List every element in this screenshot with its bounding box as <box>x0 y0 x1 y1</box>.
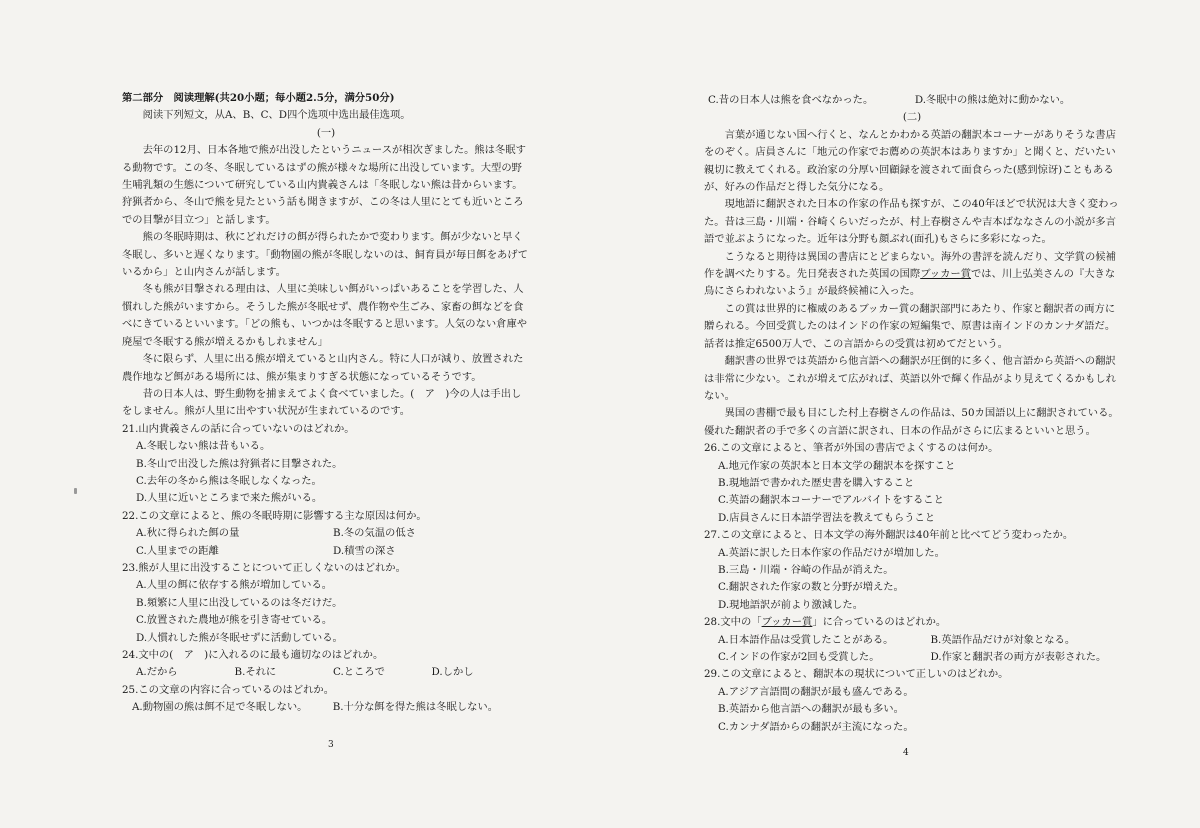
question-28 <box>704 614 1120 631</box>
option: D.現地語訳が前より激減した。 <box>718 598 864 611</box>
option: D.作家と翻訳者の両方が表彰された。 <box>930 651 1107 663</box>
passage-number: (一) <box>316 126 336 139</box>
option: C.カンナダ語からの翻訳が主流になった。 <box>718 720 914 733</box>
page-number: 3 <box>328 740 334 750</box>
option: C.ところで <box>333 666 385 679</box>
option: B.英語作品だけが対象となる。 <box>930 633 1076 646</box>
option: C.インドの作家が2回も受賞した。 <box>718 651 880 663</box>
paragraph: こうなると期待は異国の書店にとどまらない。海外の書評を読んだり、文学賞の候補作を調べたりする。先日発表された英国の国際ブッカー賞では、川上弘美さんの『大きな鳥にさらわれないよう』が最終候補に入った。 <box>704 250 1116 298</box>
paragraph: 去年の12月、日本各地で熊が出没したというニュースが相次ぎました。熊は冬眠する動物です。この冬、冬眠しているはずの熊が様々な場所に出没しています。大型の野生哺乳類の生態について研究している山内貴義さんは「冬眠しない熊は昔からいます。狩猟者から、冬山で熊を見たという話も聞きますが、この冬は人里にとても近いところでの目撃が目立つ」と話します。 <box>122 144 526 226</box>
question-26: 26.この文章によると、筆者が外国の書店でよくするのは何か。 <box>704 442 999 455</box>
question-21: 21.山内貴義さんの話に合っていないのはどれか。 <box>122 422 355 435</box>
right-column <box>704 92 1120 736</box>
question-25: 25.この文章の内容に合っているのはどれか。 <box>122 683 335 696</box>
option: B.現地語で書かれた歴史書を購入すること <box>718 476 915 489</box>
option: B.冬の気温の低さ <box>333 527 416 540</box>
option-row <box>122 699 530 716</box>
paragraph: 言葉が通じない国へ行くと、なんとかわかる英語の翻訳本コーナーがありそうな書店をのぞく。店員さんに「地元の作家でお薦めの英訳本はありますか」と聞くと、だいたい親切に教えてくれる。政治家の分厚い回顧録を渡されて面食らった(感到惊讶)こともあるが、好みの作品だと得した気分になる。 <box>704 128 1116 194</box>
option: A.冬眠しない熊は昔もいる。 <box>136 440 271 453</box>
option: B.三島・川端・谷崎の作品が消えた。 <box>718 563 894 576</box>
paragraph: 昔の日本人は、野生動物を捕まえてよく食べていました。( ア )今の人は手出しをしません。熊が人里に出やすい状況が生まれているのです。 <box>122 387 522 418</box>
paragraph: 翻訳書の世界では英語から他言語への翻訳が圧倒的に多く、他言語から英語への翻訳は非常に少ない。これが増えて広がれば、英語以外で輝く作品がより見えてくるかもしれない。 <box>704 355 1116 402</box>
option: D.積雪の深さ <box>333 544 396 557</box>
option: C.翻訳された作家の数と分野が増えた。 <box>718 581 904 594</box>
paragraph: 異国の書棚で最も目にした村上春樹さんの作品は、50カ国語以上に翻訳されている。優れた翻訳者の手で多くの言語に訳され、日本の作品がさらに広まるといいと思う。 <box>704 407 1119 437</box>
instruction: 阅读下列短文，从A、B、C、D四个选项中选出最佳选项。 <box>142 109 411 122</box>
scan-speck <box>74 488 77 494</box>
question-text: 」に合っているのはどれか。 <box>812 616 947 629</box>
option: B.冬山で出没した熊は狩猟者に目撃された。 <box>136 457 343 470</box>
option: D.店員さんに日本語学習法を教えてもらうこと <box>718 511 936 524</box>
option-row <box>122 525 530 542</box>
option: A.だから <box>136 666 178 679</box>
option: A.秋に得られた餌の量 <box>136 527 240 540</box>
option: C.英語の翻訳本コーナーでアルバイトをすること <box>718 494 944 507</box>
paragraph: 冬に限らず、人里に出る熊が増えていると山内さん。特に人口が減り、放置された農作地など餌がある場所には、熊が集まりすぎる状態になっているそうです。 <box>122 353 524 383</box>
paragraph: この賞は世界的に権威のあるブッカー賞の翻訳部門にあたり、作家と翻訳者の両方に贈られる。今回受賞したのはインドの作家の短編集で、原書は南インドのカンナダ語だ。話者は推定6500万人で、この言語からの受賞は初めてだという。 <box>704 302 1116 350</box>
question-22: 22.この文章によると、熊の冬眠時期に影響する主な原因は何か。 <box>122 509 427 522</box>
option: C.去年の冬から熊は冬眠しなくなった。 <box>136 474 322 487</box>
option: D.人慣れした熊が冬眠せずに活動している。 <box>136 631 343 644</box>
passage-number: (二) <box>902 111 922 124</box>
page-number: 4 <box>903 748 909 758</box>
question-27: 27.この文章によると、日本文学の海外翻訳は40年前と比べてどう変わったか。 <box>704 529 1074 542</box>
option-row <box>704 649 1120 666</box>
option: B.英語から他言語への翻訳が最も多い。 <box>718 703 904 716</box>
question-23: 23.熊が人里に出没することについて正しくないのはどれか。 <box>122 561 406 574</box>
option: A.英語に訳した日本作家の作品だけが増加した。 <box>718 546 945 559</box>
option-row <box>122 664 530 681</box>
left-column <box>122 90 530 717</box>
option: C.人里までの距離 <box>136 544 219 557</box>
option: C.放置された農地が熊を引き寄せている。 <box>136 614 333 627</box>
question-text: 28.文中の「 <box>704 616 762 629</box>
option: D.冬眠中の熊は絶対に動かない。 <box>914 94 1071 106</box>
option-row <box>704 92 1120 109</box>
option: A.動物園の熊は餌不足で冬眠しない。 <box>132 701 308 714</box>
question-24: 24.文中の( ア )に入れるのに最も適切なのはどれか。 <box>122 649 384 661</box>
option: B.それに <box>234 666 277 679</box>
option: D.人里に近いところまで来た熊がいる。 <box>136 492 323 505</box>
question-29: 29.この文章によると、翻訳本の現状について正しいのはどれか。 <box>704 668 1009 681</box>
underlined-term: ブッカー賞 <box>761 616 813 629</box>
option: B.十分な餌を得た熊は冬眠しない。 <box>332 701 498 714</box>
paragraph: 冬も熊が目撃される理由は、人里に美味しい餌がいっぱいあることを学習した、人慣れした熊がいますから。そうした熊が冬眠せず、農作物や生ごみ、家畜の餌などを食べにきているといいます。「どの熊も、いつかは冬眠すると思います。人気のない倉庫や廃屋で冬眠する熊が増えるかもしれません」 <box>122 283 528 348</box>
option: A.アジア言語間の翻訳が最も盛んである。 <box>718 685 914 698</box>
underlined-term: ブッカー賞 <box>920 268 971 281</box>
option: A.人里の餌に依存する熊が増加している。 <box>136 579 333 592</box>
paragraph: 現地語に翻訳された日本の作家の作品も探すが、この40年ほどで状況は大きく変わった。昔は三島・川端・谷崎くらいだったが、村上春樹さんや吉本ばななさんの小説が多言語で並ぶようになった。近年は分野も顔ぶれ(面孔)もさらに多彩になった。 <box>704 198 1119 246</box>
option: A.地元作家の英訳本と日本文学の翻訳本を探すこと <box>718 459 956 472</box>
paragraph: 熊の冬眠時期は、秋にどれだけの餌が得られたかで変わります。餌が少ないと早く冬眠し、多いと遅くなります。「動物園の熊が冬眠しないのは、飼育員が毎日餌をあげているから」と山内さんが話します。 <box>122 231 528 279</box>
section-title: 第二部分 阅读理解(共20小题；每小题2.5分，满分50分) <box>122 92 395 104</box>
option: B.頻繁に人里に出没しているのは冬だけだ。 <box>136 596 343 609</box>
option-row <box>704 632 1120 649</box>
option: A.日本語作品は受賞したことがある。 <box>718 633 894 646</box>
option: C.昔の日本人は熊を食べなかった。 <box>708 94 874 106</box>
page-4 <box>600 0 1200 828</box>
option: D.しかし <box>431 666 474 679</box>
option-row <box>122 543 530 560</box>
